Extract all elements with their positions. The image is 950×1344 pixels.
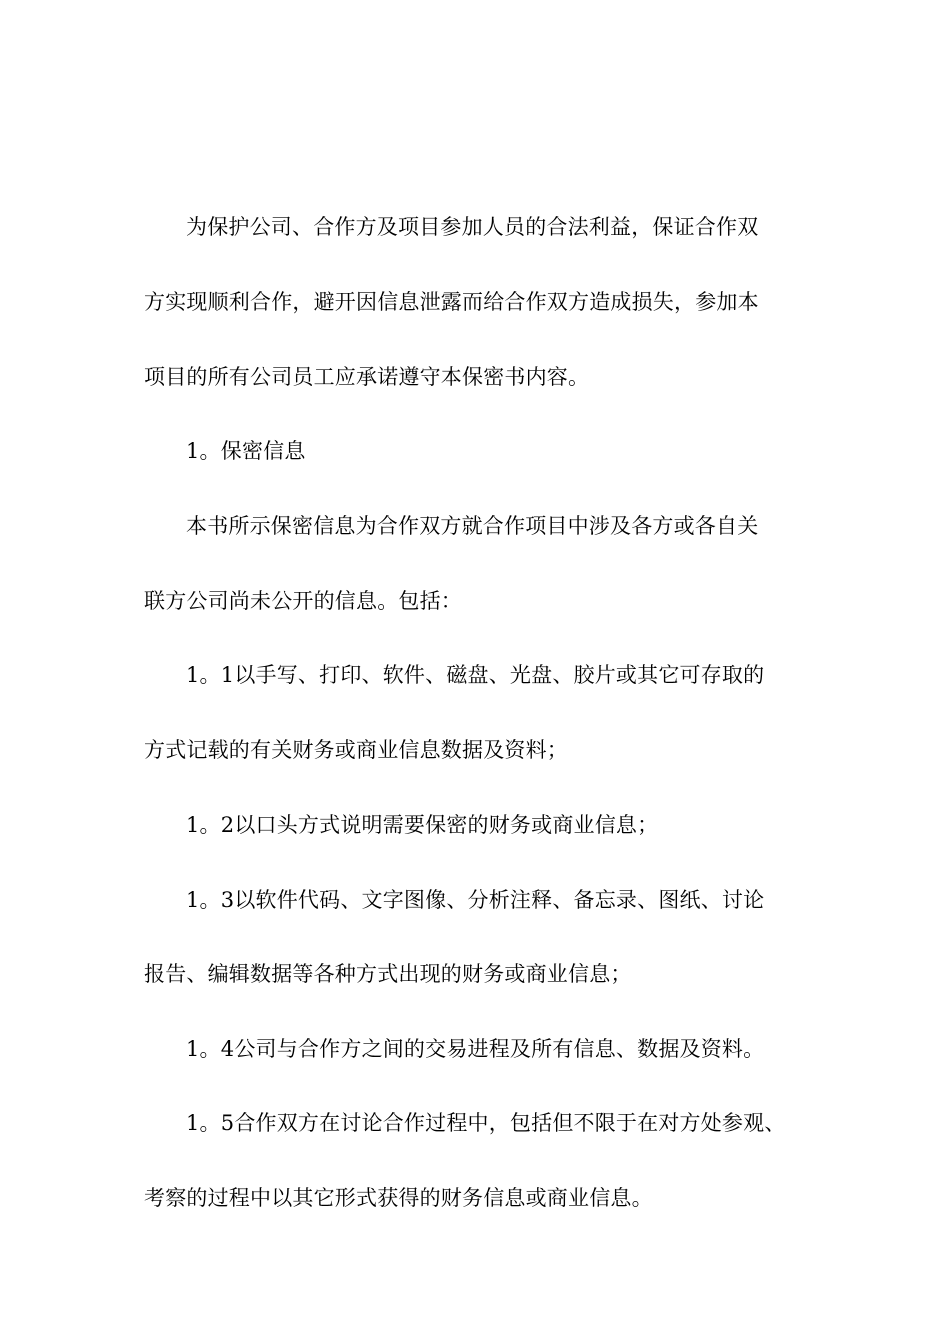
list-item-line: 1。1以手写、打印、软件、磁盘、光盘、胶片或其它可存取的 xyxy=(186,663,765,687)
list-item-line: 1。4公司与合作方之间的交易进程及所有信息、数据及资料。 xyxy=(186,1037,765,1061)
paragraph-line: 联方公司尚未公开的信息。包括： xyxy=(144,589,462,613)
paragraph-line: 为保护公司、合作方及项目参加人员的合法利益，保证合作双 xyxy=(186,215,759,239)
paragraph-line: 本书所示保密信息为合作双方就合作项目中涉及各方或各自关 xyxy=(186,514,759,538)
section-heading: 1。保密信息 xyxy=(186,439,306,463)
paragraph-line: 方实现顺利合作，避开因信息泄露而给合作双方造成损失，参加本 xyxy=(144,290,759,314)
list-item-line: 1。2以口头方式说明需要保密的财务或商业信息； xyxy=(186,813,659,837)
list-item-line: 考察的过程中以其它形式获得的财务信息或商业信息。 xyxy=(144,1186,653,1210)
list-item-line: 报告、编辑数据等各种方式出现的财务或商业信息； xyxy=(144,962,632,986)
paragraph-line: 项目的所有公司员工应承诺遵守本保密书内容。 xyxy=(144,365,590,389)
list-item-line: 1。3以软件代码、文字图像、分析注释、备忘录、图纸、讨论 xyxy=(186,888,765,912)
list-item-line: 方式记载的有关财务或商业信息数据及资料； xyxy=(144,738,568,762)
list-item-line: 1。5合作双方在讨论合作过程中，包括但不限于在对方处参观、 xyxy=(186,1111,786,1135)
